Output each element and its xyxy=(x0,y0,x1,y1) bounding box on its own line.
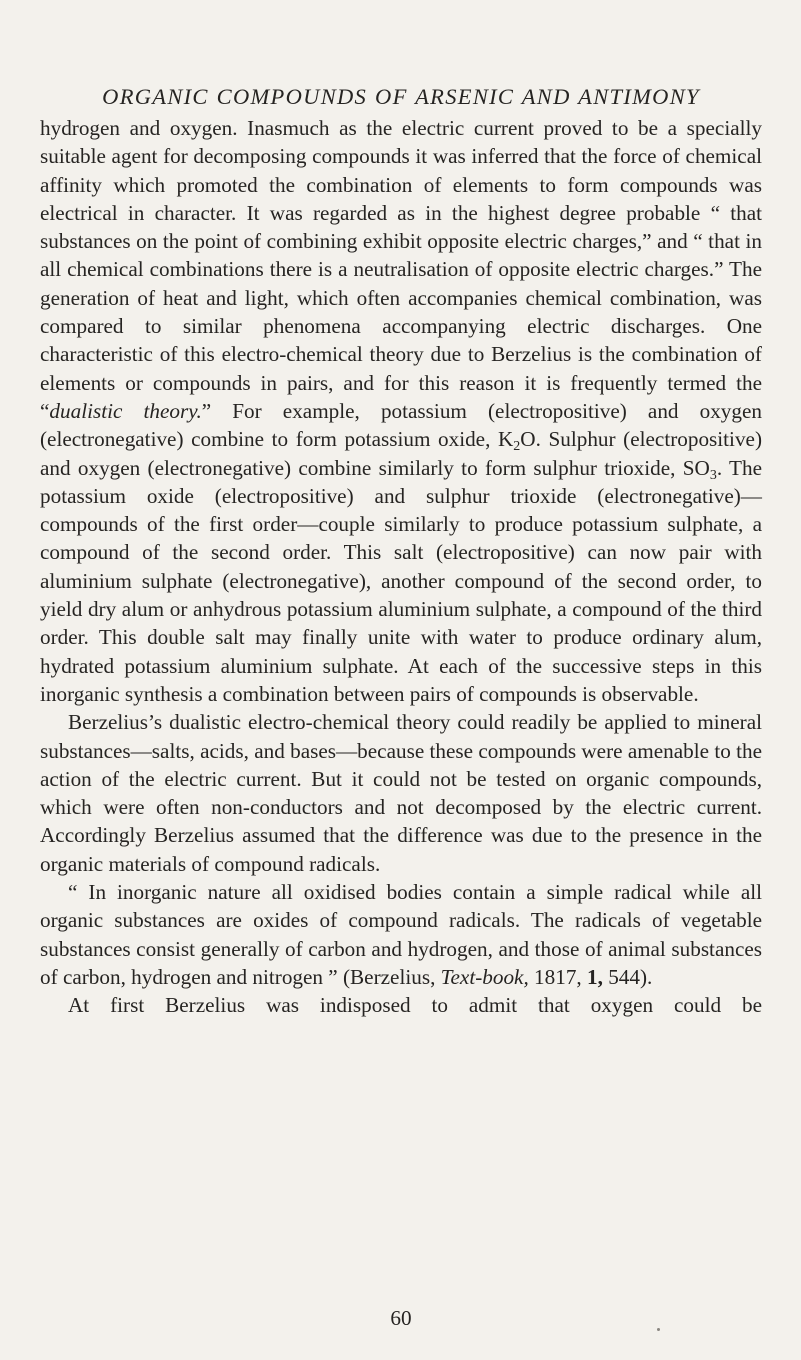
p1-italic-dualistic-theory: dualistic theory. xyxy=(49,398,202,423)
page-number: 60 xyxy=(390,1306,412,1330)
p3-text-1: “ In inorganic nature all oxidised bodies contain a simple radical while all organic substances are oxides of compound radicals. The radicals of vegetable substances consist generally of carbon and hydrogen, and those of animal substances of carbon, hydrogen and nitrogen ” (Berzelius, xyxy=(40,880,762,989)
running-head: ORGANIC COMPOUNDS OF ARSENIC AND ANTIMONY xyxy=(102,84,700,109)
p1-subscript-k2o: 2 xyxy=(513,439,521,455)
page xyxy=(40,0,762,1360)
print-speck xyxy=(657,1328,660,1331)
body-text xyxy=(40,114,762,1020)
paragraph-2: Berzelius’s dualistic electro-chemical theory could readily be applied to mineral substances—salts, acids, and bases—because these compounds were amenable to the action of the electric current. But it could not be tested on organic compounds, which were often non-conductors and not decomposed by the electric current. Accordingly Berzelius assumed that the difference was due to the presence in the organic materials of compound radicals. xyxy=(40,710,762,876)
p1-text-4: . xyxy=(716,455,723,480)
p3-italic-text-book: Text-book, xyxy=(440,964,529,989)
p3-text-year: 1817, xyxy=(534,964,582,989)
paragraph-1 xyxy=(40,114,762,708)
p1-text-3: O. Sulphur (electropositive) and oxygen (electronegative) combine similarly to form sulphur trioxide, SO xyxy=(40,427,762,480)
paragraph-3-quotation xyxy=(40,878,762,991)
p3-text-page: 544). xyxy=(608,964,653,989)
paragraph-4: At first Berzelius was indisposed to admit that oxygen could be xyxy=(68,993,762,1018)
p1-text-2: ” For example, potassium (electropositive) and oxygen (electronegative) combine to form potassium oxide, K xyxy=(40,398,762,452)
p1-text-1: hydrogen and oxygen. Inasmuch as the electric current proved to be a specially suitable agent for decomposing compounds it was inferred that the force of chemical affinity which promoted the combination of elements to form compounds was electrical in character. It was regarded as in the highest degree probable “ that substances on the point of combining exhibit opposite electric charges,” and “ that in all chemical combinations there is a neutralisation of opposite electric charges.” The generation of heat and light, which often accompanies chemical combination, was compared to similar phenomena accompanying electric discharges. One characteristic of this electro-chemical theory due to Berzelius is the combination of elements or compounds in pairs, and for this reason it is frequently termed the “ xyxy=(40,116,762,423)
p1-text-5: The potassium oxide (electropositive) and sulphur trioxide (electronegative)—compounds of the first order—couple similarly to produce potassium sulphate, a compound of the second order. This salt (electropositive) can now pair with aluminium sulphate (electronegative), another compound of the second order, to yield dry alum or anhydrous potassium aluminium sulphate, a compound of the third order. This double salt may finally unite with water to produce ordinary alum, hydrated potassium aluminium sulphate. At each of the successive steps in this inorganic synthesis a combination between pairs of compounds is observable. xyxy=(40,455,762,706)
p1-subscript-so3: 3 xyxy=(709,467,717,483)
p3-bold-volume: 1, xyxy=(587,964,603,989)
